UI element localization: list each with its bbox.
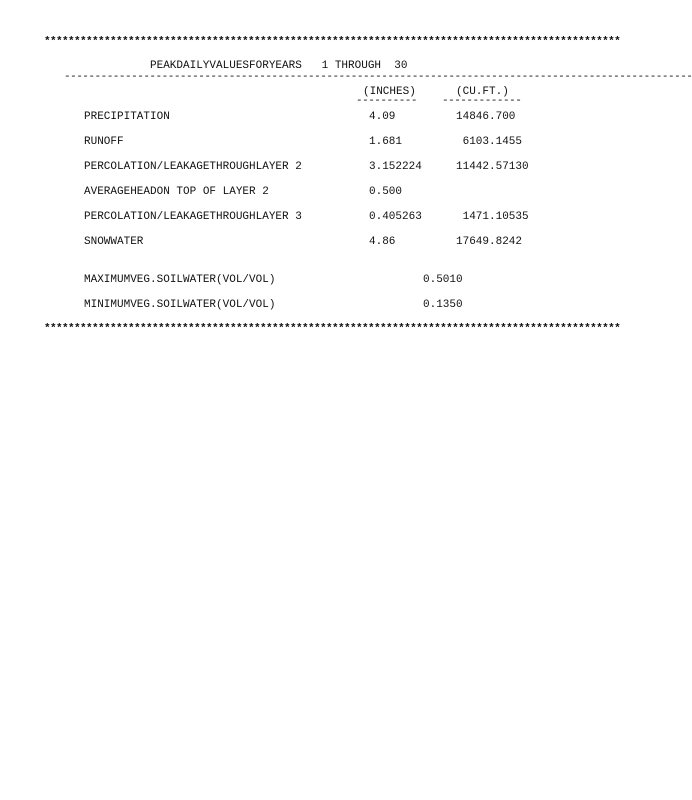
column-header-inches: (INCHES) xyxy=(363,86,416,98)
row-label: PERCOLATION/LEAKAGETHROUGHLAYER 3 xyxy=(84,211,302,223)
row-cuft: 1471.10535 xyxy=(456,211,529,223)
row-inches: 4.09 xyxy=(369,111,396,123)
extra-row-value: 0.1350 xyxy=(423,299,463,311)
header-dash-rule: ------------------------------------------------------------------------------------------------------- xyxy=(64,71,692,83)
report-title: PEAKDAILYVALUESFORYEARS 1 THROUGH 30 xyxy=(150,60,408,72)
row-inches: 0.500 xyxy=(369,186,403,198)
row-label: PERCOLATION/LEAKAGETHROUGHLAYER 2 xyxy=(84,161,302,173)
row-label: PRECIPITATION xyxy=(84,111,170,123)
row-label: SNOWWATER xyxy=(84,236,144,248)
row-cuft: 6103.1455 xyxy=(456,136,523,148)
row-label: AVERAGEHEADON TOP OF LAYER 2 xyxy=(84,186,269,198)
extra-row-label: MINIMUMVEG.SOILWATER(VOL/VOL) xyxy=(84,299,276,311)
row-cuft: 17649.8242 xyxy=(456,236,523,248)
extra-row-value: 0.5010 xyxy=(423,274,463,286)
top-asterisk-rule: ************************************************************************************************ xyxy=(44,36,621,48)
row-cuft: 14846.700 xyxy=(456,111,516,123)
cuft-underline: ------------- xyxy=(442,95,522,107)
row-label: RUNOFF xyxy=(84,136,124,148)
row-inches: 3.152224 xyxy=(369,161,422,173)
row-inches: 1.681 xyxy=(369,136,403,148)
bottom-asterisk-rule: ************************************************************************************************ xyxy=(44,323,621,335)
row-inches: 0.405263 xyxy=(369,211,422,223)
row-inches: 4.86 xyxy=(369,236,396,248)
column-header-cuft: (CU.FT.) xyxy=(456,86,509,98)
inches-underline: ---------- xyxy=(356,95,418,107)
row-cuft: 11442.57130 xyxy=(456,161,529,173)
extra-row-label: MAXIMUMVEG.SOILWATER(VOL/VOL) xyxy=(84,274,276,286)
